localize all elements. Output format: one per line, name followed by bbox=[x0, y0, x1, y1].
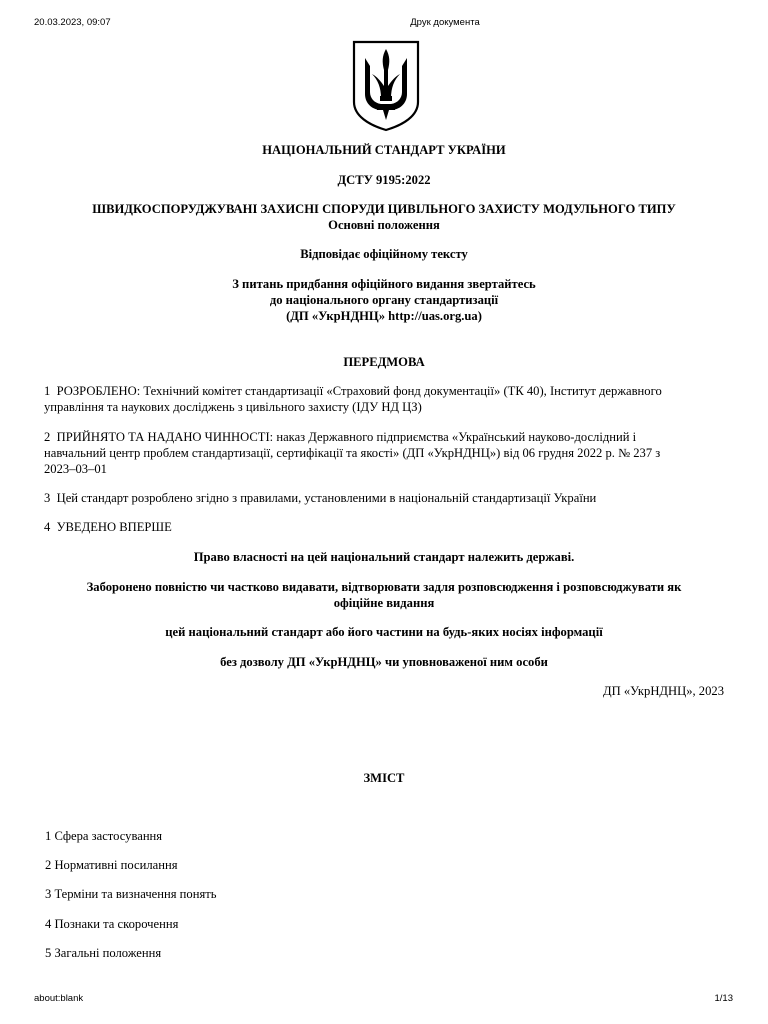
purchase-note-line1: З питань придбання офіційного видання звертайтесь bbox=[232, 277, 536, 291]
purchase-note-line2: до національного органу стандартизації bbox=[269, 293, 499, 307]
foreword-item-1 bbox=[44, 383, 724, 399]
print-title: Друк документа bbox=[410, 17, 480, 28]
item-number: 2 bbox=[44, 430, 51, 444]
foreword-item-2-date: 2023–03–01 bbox=[44, 462, 107, 476]
foreword-item-4 bbox=[44, 519, 724, 535]
toc-item[interactable]: 5 Загальні положення bbox=[45, 946, 162, 960]
toc-item[interactable]: 3 Терміни та визначення понять bbox=[45, 887, 217, 901]
item-text: наказ Державного підприємства «Український науково-дослідний і bbox=[276, 430, 637, 444]
item-text: Технічний комітет стандартизації «Страховий фонд документації» (ТК 40), Інститут державного bbox=[143, 384, 662, 398]
foreword-heading: ПЕРЕДМОВА bbox=[343, 355, 425, 369]
document-title: ШВИДКОСПОРУДЖУВАНІ ЗАХИСНІ СПОРУДИ ЦИВІЛЬНОГО ЗАХИСТУ МОДУЛЬНОГО ТИПУ bbox=[92, 202, 676, 216]
foreword-item-2 bbox=[44, 429, 724, 445]
item-number: 1 bbox=[44, 384, 51, 398]
foreword-item-1-cont: управління та наукових досліджень з цивільного захисту (ІДУ НД ЦЗ) bbox=[44, 400, 422, 414]
copyright: ДП «УкрНДНЦ», 2023 bbox=[602, 684, 724, 698]
rights-permission: без дозволу ДП «УкрНДНЦ» чи уповноваженої ним особи bbox=[220, 655, 548, 669]
page-counter: 1/13 bbox=[714, 993, 733, 1004]
standard-number: ДСТУ 9195:2022 bbox=[337, 173, 431, 187]
print-header bbox=[0, 17, 768, 31]
foreword-item-2-cont: навчальний центр проблем стандартизації, сертифікації та якості» (ДП «УкрНДНЦ») від 06 грудня 2022 р. № 237 з bbox=[44, 446, 661, 460]
rights-ownership: Право власності на цей національний стандарт належить державі. bbox=[193, 550, 575, 564]
document-subtitle: Основні положення bbox=[328, 218, 440, 232]
item-label: ПРИЙНЯТО ТА НАДАНО ЧИННОСТІ: bbox=[56, 430, 274, 444]
foreword-item-3 bbox=[44, 490, 724, 506]
rights-prohibition-line2: офіційне видання bbox=[333, 596, 435, 610]
print-datetime: 20.03.2023, 09:07 bbox=[34, 17, 111, 28]
toc-item[interactable]: 2 Нормативні посилання bbox=[45, 858, 178, 872]
toc-item[interactable]: 1 Сфера застосування bbox=[45, 829, 163, 843]
tryzub-coat-of-arms-icon bbox=[351, 40, 421, 132]
toc-item[interactable]: 4 Познаки та скорочення bbox=[45, 917, 179, 931]
item-number: 3 bbox=[44, 491, 51, 505]
item-label: РОЗРОБЛЕНО: bbox=[56, 384, 141, 398]
rights-scope: цей національний стандарт або його частини на будь-яких носіях інформації bbox=[165, 625, 603, 639]
print-url: about:blank bbox=[34, 993, 84, 1004]
item-number: 4 bbox=[44, 520, 51, 534]
purchase-note-line3: (ДП «УкрНДНЦ» http://uas.org.ua) bbox=[286, 309, 482, 323]
toc-heading: ЗМІСТ bbox=[363, 771, 405, 785]
item-text: Цей стандарт розроблено згідно з правилами, установленими в національній стандартизації України bbox=[56, 491, 597, 505]
rights-prohibition-line1: Заборонено повністю чи частково видавати, відтворювати задля розповсюдження і розповсюджувати як bbox=[86, 580, 682, 594]
item-text: УВЕДЕНО ВПЕРШЕ bbox=[56, 520, 172, 534]
official-text-note: Відповідає офіційному тексту bbox=[300, 247, 468, 261]
print-footer bbox=[0, 993, 768, 1007]
standard-label: НАЦІОНАЛЬНИЙ СТАНДАРТ УКРАЇНИ bbox=[262, 143, 506, 157]
